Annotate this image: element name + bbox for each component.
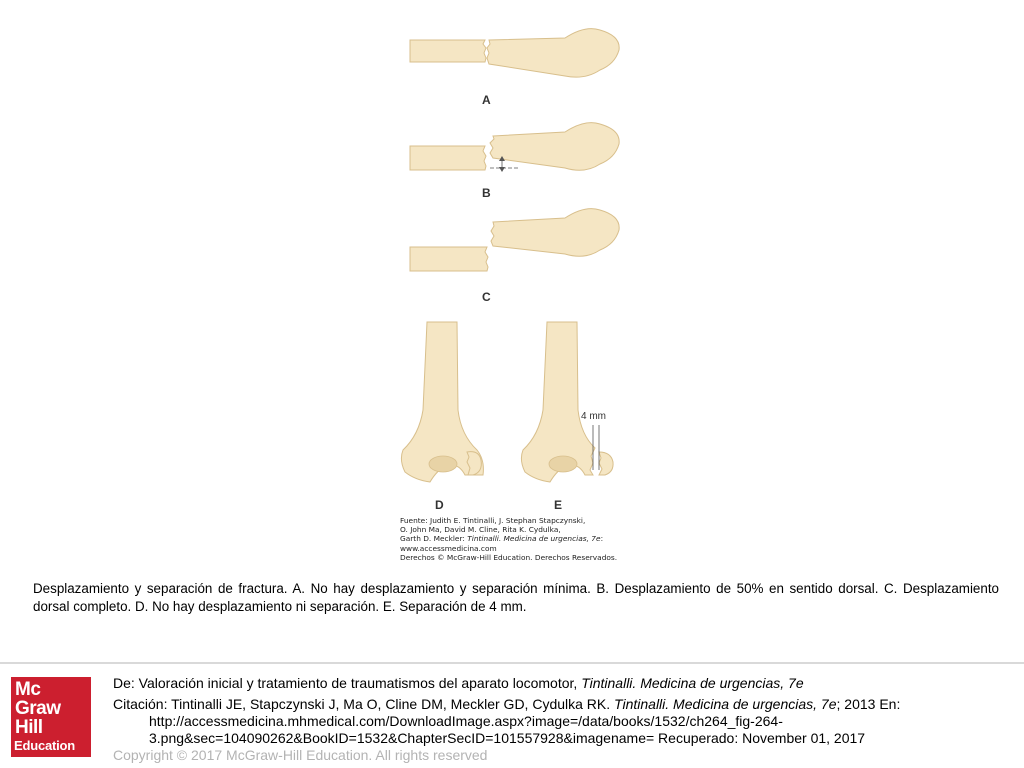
- citation-url[interactable]: http://accessmedicina.mhmedical.com/DownloadImage.aspx?image=/data/books/1532/ch264_fig-264-: [149, 713, 783, 729]
- panel-label-d: D: [435, 498, 444, 512]
- source-line: O. John Ma, David M. Cline, Rita K. Cydulka,: [400, 525, 561, 535]
- source-line: www.accessmedicina.com: [400, 543, 497, 553]
- measurement-label: 4 mm: [581, 411, 606, 422]
- footer-divider: [0, 662, 1024, 664]
- source-chapter: De: Valoración inicial y tratamiento de traumatismos del aparato locomotor, Tintinalli. Medicina de urgencias, 7e: [113, 675, 804, 691]
- panel-c-bone: [410, 209, 619, 271]
- source-line: Garth D. Meckler: Tintinalli. Medicina de urgencias, 7e:: [400, 534, 604, 544]
- panel-label-a: A: [482, 93, 491, 107]
- source-line: Derechos © McGraw-Hill Education. Derechos Reservados.: [400, 552, 618, 562]
- panel-e-bone: [521, 322, 613, 482]
- mcgraw-hill-logo: [11, 677, 91, 757]
- panel-label-b: B: [482, 186, 491, 200]
- fracture-illustration: [385, 20, 625, 570]
- citation: Citación: Tintinalli JE, Stapczynski J, Ma O, Cline DM, Meckler GD, Cydulka RK. Tintinalli. Medicina de urgencias, 7e; 2013 En: http://accessmedicina.mhmedical.com/DownloadImage.aspx?image=/data/books/1532/ch264_fig-264- 3.png&sec=104090262&BookID=1532&ChapterSecID=101557928&imagename= Recuperado: November 01, 2017: [113, 696, 1013, 747]
- fracture-figure: [385, 20, 625, 570]
- figure-caption: Desplazamiento y separación de fractura. A. No hay desplazamiento y separación mínima. B. Desplazamiento de 50% en sentido dorsal. C. Desplazamiento dorsal completo. D. No hay desplazamiento ni separación. E. Separación de 4 mm.: [33, 581, 999, 614]
- panel-label-e: E: [554, 498, 563, 512]
- panel-d-bone: [401, 322, 483, 482]
- logo-line: Education: [14, 738, 76, 753]
- panel-label-c: C: [482, 290, 491, 304]
- logo-line: Mc: [15, 679, 41, 700]
- figure-source: [400, 516, 630, 562]
- copyright-notice: Copyright © 2017 McGraw-Hill Education. All rights reserved: [113, 747, 488, 763]
- citation-url-continued[interactable]: 3.png&sec=104090262&BookID=1532&ChapterSecID=101557928&imagename= Recuperado: November 01, 2017: [149, 730, 866, 746]
- panel-a-bone: [410, 29, 619, 78]
- source-line: Fuente: Judith E. Tintinalli, J. Stephan Stapczynski,: [400, 516, 586, 525]
- logo-line: Hill: [15, 717, 43, 738]
- panel-b-bone: [410, 123, 619, 172]
- logo-line: Graw: [15, 698, 61, 719]
